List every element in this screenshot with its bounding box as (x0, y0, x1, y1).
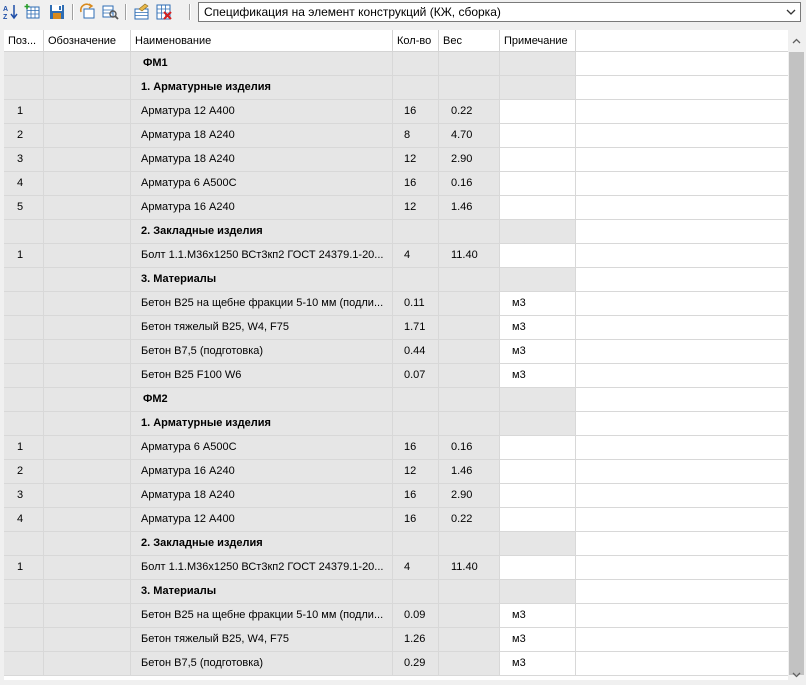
cell-qty[interactable] (393, 52, 439, 76)
cell-note[interactable] (500, 556, 576, 580)
cell-designation[interactable] (44, 148, 131, 172)
scroll-up-arrow-icon[interactable] (788, 32, 805, 49)
cell-name[interactable]: Бетон В7,5 (подготовка) (131, 652, 393, 676)
cell-weight[interactable] (439, 532, 500, 556)
cell-qty[interactable] (393, 268, 439, 292)
cell-weight[interactable] (439, 652, 500, 676)
cell-name[interactable]: Арматура 6 А500С (131, 172, 393, 196)
cell-designation[interactable] (44, 220, 131, 244)
specification-table (4, 30, 788, 685)
cell-designation[interactable] (44, 484, 131, 508)
cell-note[interactable] (500, 76, 576, 100)
cell-designation[interactable] (44, 364, 131, 388)
cell-name[interactable]: Бетон В25 на щебне фракции 5-10 мм (подли... (131, 604, 393, 628)
cell-qty[interactable]: 1.26 (393, 628, 439, 652)
cell-filler (576, 652, 788, 676)
cell-name[interactable]: Арматура 16 А240 (131, 460, 393, 484)
cell-note[interactable] (500, 412, 576, 436)
cell-note[interactable] (500, 220, 576, 244)
cell-qty[interactable]: 16 (393, 484, 439, 508)
table-row[interactable] (4, 100, 788, 124)
cell-weight[interactable]: 11.40 (439, 244, 500, 268)
cell-filler (576, 484, 788, 508)
spec-type-value: Спецификация на элемент конструкций (КЖ, сборка) (204, 5, 501, 19)
cell-designation[interactable] (44, 580, 131, 604)
table-row[interactable] (4, 628, 788, 652)
cell-qty[interactable]: 4 (393, 244, 439, 268)
cell-qty[interactable]: 16 (393, 508, 439, 532)
table-row[interactable] (4, 604, 788, 628)
col-header-weight[interactable]: Вес (439, 30, 500, 52)
col-header-name[interactable]: Наименование (131, 30, 393, 52)
cell-name[interactable]: 3. Материалы (131, 268, 393, 292)
spec-type-select[interactable] (198, 2, 801, 22)
cell-filler (576, 52, 788, 76)
cell-note[interactable] (500, 52, 576, 76)
cell-note[interactable] (500, 100, 576, 124)
cell-pos[interactable]: 2 (4, 460, 44, 484)
cell-pos[interactable]: 3 (4, 484, 44, 508)
cell-designation[interactable] (44, 604, 131, 628)
col-header-filler (576, 30, 788, 52)
cell-qty[interactable]: 0.09 (393, 604, 439, 628)
cell-note[interactable]: м3 (500, 652, 576, 676)
table-row[interactable] (4, 316, 788, 340)
cell-filler (576, 364, 788, 388)
cell-name[interactable]: Арматура 6 А500С (131, 436, 393, 460)
cell-designation[interactable] (44, 100, 131, 124)
cell-designation[interactable] (44, 124, 131, 148)
cell-pos[interactable]: 4 (4, 508, 44, 532)
table-row[interactable] (4, 124, 788, 148)
cell-filler (576, 460, 788, 484)
svg-text:A: A (3, 6, 9, 13)
cell-name[interactable]: 1. Арматурные изделия (131, 76, 393, 100)
table-row[interactable] (4, 484, 788, 508)
cell-note[interactable]: м3 (500, 604, 576, 628)
cell-pos[interactable] (4, 532, 44, 556)
cell-name[interactable]: 2. Закладные изделия (131, 220, 393, 244)
table-row[interactable] (4, 244, 788, 268)
cell-designation[interactable] (44, 436, 131, 460)
cell-weight[interactable]: 0.16 (439, 172, 500, 196)
cell-pos[interactable] (4, 220, 44, 244)
cell-name[interactable]: Болт 1.1.М36х1250 ВСт3кп2 ГОСТ 24379.1-20... (131, 556, 393, 580)
table-row[interactable] (4, 148, 788, 172)
table-row[interactable] (4, 460, 788, 484)
table-row[interactable] (4, 196, 788, 220)
cell-designation[interactable] (44, 52, 131, 76)
vertical-scrollbar[interactable] (788, 30, 805, 685)
toolbar-separator (189, 4, 191, 20)
toolbar-separator (72, 4, 74, 20)
cell-note[interactable]: м3 (500, 628, 576, 652)
cell-weight[interactable]: 1.46 (439, 196, 500, 220)
cell-designation[interactable] (44, 412, 131, 436)
cell-weight[interactable] (439, 364, 500, 388)
cell-name[interactable]: ФМ2 (131, 388, 393, 412)
table-row[interactable] (4, 364, 788, 388)
cell-weight[interactable]: 4.70 (439, 124, 500, 148)
cell-pos[interactable] (4, 316, 44, 340)
cell-note[interactable] (500, 436, 576, 460)
table-header (4, 30, 788, 52)
cell-name[interactable]: Арматура 12 А400 (131, 100, 393, 124)
table-row[interactable] (4, 556, 788, 580)
cell-filler (576, 244, 788, 268)
cell-name[interactable]: Арматура 18 А240 (131, 484, 393, 508)
cell-pos[interactable] (4, 580, 44, 604)
toolbar-separator (125, 4, 127, 20)
cell-filler (576, 412, 788, 436)
cell-pos[interactable]: 2 (4, 124, 44, 148)
cell-qty[interactable]: 16 (393, 436, 439, 460)
cell-filler (576, 76, 788, 100)
table-row[interactable] (4, 652, 788, 676)
cell-designation[interactable] (44, 76, 131, 100)
group-header-row[interactable] (4, 220, 788, 244)
cell-note[interactable]: м3 (500, 316, 576, 340)
cell-pos[interactable] (4, 652, 44, 676)
cell-weight[interactable] (439, 316, 500, 340)
cell-note[interactable]: м3 (500, 364, 576, 388)
cell-pos[interactable]: 1 (4, 556, 44, 580)
cell-pos[interactable] (4, 412, 44, 436)
cell-name[interactable]: 3. Материалы (131, 580, 393, 604)
cell-name[interactable]: 2. Закладные изделия (131, 532, 393, 556)
cell-pos[interactable]: 1 (4, 244, 44, 268)
cell-name[interactable]: Болт 1.1.М36х1250 ВСт3кп2 ГОСТ 24379.1-20... (131, 244, 393, 268)
cell-designation[interactable] (44, 388, 131, 412)
cell-designation[interactable] (44, 628, 131, 652)
table-row[interactable] (4, 508, 788, 532)
table-row[interactable] (4, 292, 788, 316)
cell-weight[interactable] (439, 52, 500, 76)
cell-weight[interactable] (439, 268, 500, 292)
cell-weight[interactable] (439, 76, 500, 100)
cell-pos[interactable] (4, 364, 44, 388)
cell-note[interactable]: м3 (500, 340, 576, 364)
cell-qty[interactable]: 16 (393, 100, 439, 124)
col-header-qty[interactable]: Кол-во (393, 30, 439, 52)
cell-designation[interactable] (44, 556, 131, 580)
cell-weight[interactable]: 0.22 (439, 508, 500, 532)
cell-pos[interactable] (4, 268, 44, 292)
cell-pos[interactable]: 5 (4, 196, 44, 220)
table-row[interactable] (4, 172, 788, 196)
cell-designation[interactable] (44, 244, 131, 268)
cell-qty[interactable]: 8 (393, 124, 439, 148)
save-table-icon[interactable] (48, 3, 66, 21)
section-title-row[interactable] (4, 52, 788, 76)
cell-filler (576, 196, 788, 220)
cell-designation[interactable] (44, 292, 131, 316)
cell-pos[interactable] (4, 340, 44, 364)
cell-name[interactable]: Бетон В7,5 (подготовка) (131, 340, 393, 364)
cell-designation[interactable] (44, 316, 131, 340)
cell-qty[interactable]: 0.29 (393, 652, 439, 676)
cell-qty[interactable] (393, 388, 439, 412)
cell-filler (576, 316, 788, 340)
cell-pos[interactable]: 1 (4, 436, 44, 460)
cell-designation[interactable] (44, 172, 131, 196)
cell-name[interactable]: Арматура 12 А400 (131, 508, 393, 532)
cell-weight[interactable]: 11.40 (439, 556, 500, 580)
table-add-icon[interactable] (24, 3, 42, 21)
cell-filler (576, 532, 788, 556)
cell-weight[interactable] (439, 340, 500, 364)
col-header-pos[interactable]: Поз... (4, 30, 44, 52)
cell-weight[interactable] (439, 580, 500, 604)
group-header-row[interactable] (4, 580, 788, 604)
cell-pos[interactable] (4, 52, 44, 76)
cell-qty[interactable]: 0.44 (393, 340, 439, 364)
cell-filler (576, 172, 788, 196)
svg-text:Z: Z (3, 14, 8, 21)
cell-weight[interactable] (439, 388, 500, 412)
cell-qty[interactable] (393, 412, 439, 436)
cell-pos[interactable]: 3 (4, 148, 44, 172)
cell-qty[interactable]: 4 (393, 556, 439, 580)
cell-designation[interactable] (44, 508, 131, 532)
cell-name[interactable]: Бетон В25 на щебне фракции 5-10 мм (подли... (131, 292, 393, 316)
cell-name[interactable]: Арматура 18 А240 (131, 148, 393, 172)
cell-filler (576, 508, 788, 532)
cell-note[interactable]: м3 (500, 292, 576, 316)
cell-qty[interactable]: 16 (393, 172, 439, 196)
cell-note[interactable] (500, 172, 576, 196)
cell-note[interactable] (500, 508, 576, 532)
cell-designation[interactable] (44, 652, 131, 676)
cell-weight[interactable]: 0.22 (439, 100, 500, 124)
cell-filler (576, 388, 788, 412)
cell-filler (576, 604, 788, 628)
cell-note[interactable] (500, 268, 576, 292)
cell-filler (576, 268, 788, 292)
cell-qty[interactable]: 12 (393, 460, 439, 484)
group-header-row[interactable] (4, 268, 788, 292)
cell-weight[interactable] (439, 604, 500, 628)
cell-weight[interactable] (439, 220, 500, 244)
cell-weight[interactable]: 2.90 (439, 484, 500, 508)
cell-name[interactable]: Арматура 18 А240 (131, 124, 393, 148)
cell-qty[interactable] (393, 532, 439, 556)
cell-weight[interactable]: 0.16 (439, 436, 500, 460)
table-row[interactable] (4, 436, 788, 460)
cell-qty[interactable]: 12 (393, 196, 439, 220)
refresh-arrows-icon[interactable] (79, 3, 97, 21)
cell-filler (576, 628, 788, 652)
cell-note[interactable] (500, 388, 576, 412)
cell-note[interactable] (500, 580, 576, 604)
group-header-row[interactable] (4, 532, 788, 556)
cell-filler (576, 100, 788, 124)
cell-filler (576, 124, 788, 148)
cell-pos[interactable] (4, 388, 44, 412)
cell-name[interactable]: Арматура 16 А240 (131, 196, 393, 220)
cell-pos[interactable] (4, 628, 44, 652)
cell-name[interactable]: 1. Арматурные изделия (131, 412, 393, 436)
cell-name[interactable]: ФМ1 (131, 52, 393, 76)
table-body (4, 52, 788, 676)
col-header-designation[interactable]: Обозначение (44, 30, 131, 52)
cell-name[interactable]: Бетон В25 F100 W6 (131, 364, 393, 388)
cell-filler (576, 580, 788, 604)
cell-filler (576, 148, 788, 172)
window-bottom-edge (0, 680, 806, 685)
cell-weight[interactable] (439, 292, 500, 316)
cell-designation[interactable] (44, 340, 131, 364)
cell-weight[interactable] (439, 412, 500, 436)
section-title-row[interactable] (4, 388, 788, 412)
cell-designation[interactable] (44, 532, 131, 556)
cell-designation[interactable] (44, 460, 131, 484)
cell-note[interactable] (500, 244, 576, 268)
scrollbar-thumb[interactable] (789, 52, 804, 675)
cell-note[interactable] (500, 148, 576, 172)
cell-pos[interactable]: 1 (4, 100, 44, 124)
cell-pos[interactable] (4, 292, 44, 316)
group-header-row[interactable] (4, 76, 788, 100)
chevron-down-icon[interactable] (782, 3, 800, 21)
cell-filler (576, 436, 788, 460)
cell-designation[interactable] (44, 196, 131, 220)
cell-note[interactable] (500, 124, 576, 148)
cell-pos[interactable] (4, 604, 44, 628)
cell-pos[interactable] (4, 76, 44, 100)
cell-qty[interactable] (393, 580, 439, 604)
cell-filler (576, 556, 788, 580)
cell-qty[interactable] (393, 220, 439, 244)
table-row[interactable] (4, 340, 788, 364)
cell-qty[interactable]: 12 (393, 148, 439, 172)
cell-qty[interactable]: 1.71 (393, 316, 439, 340)
cell-note[interactable] (500, 484, 576, 508)
cell-note[interactable] (500, 196, 576, 220)
delete-table-icon[interactable] (155, 3, 173, 21)
toolbar (0, 0, 806, 25)
cell-filler (576, 292, 788, 316)
find-replace-icon[interactable] (101, 3, 119, 21)
cell-name[interactable]: Бетон тяжелый В25, W4, F75 (131, 316, 393, 340)
cell-pos[interactable]: 4 (4, 172, 44, 196)
cell-weight[interactable] (439, 628, 500, 652)
cell-note[interactable] (500, 532, 576, 556)
cell-name[interactable]: Бетон тяжелый В25, W4, F75 (131, 628, 393, 652)
cell-designation[interactable] (44, 268, 131, 292)
cell-weight[interactable]: 1.46 (439, 460, 500, 484)
cell-qty[interactable] (393, 76, 439, 100)
cell-qty[interactable]: 0.11 (393, 292, 439, 316)
sort-az-icon[interactable] (2, 3, 20, 21)
cell-filler (576, 340, 788, 364)
col-header-note[interactable]: Примечание (500, 30, 576, 52)
group-header-row[interactable] (4, 412, 788, 436)
cell-note[interactable] (500, 460, 576, 484)
cell-qty[interactable]: 0.07 (393, 364, 439, 388)
cell-filler (576, 220, 788, 244)
edit-note-icon[interactable] (133, 3, 151, 21)
cell-weight[interactable]: 2.90 (439, 148, 500, 172)
